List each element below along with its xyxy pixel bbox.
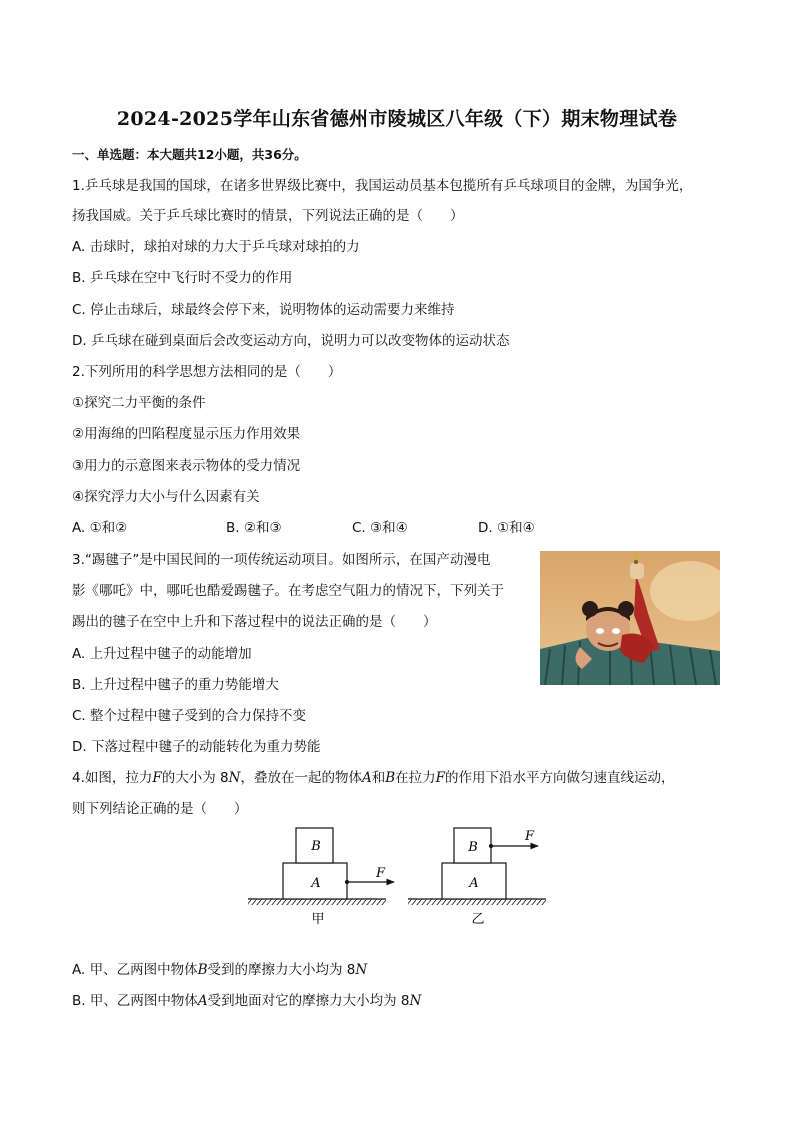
label-b-left: B xyxy=(311,839,321,854)
q2-option-b: B. ②和③ xyxy=(226,520,282,536)
q3-stem-line3: 踢出的毽子在空中上升和下落过程中的说法正确的是（ ） xyxy=(72,614,437,630)
q4-unit-n: N xyxy=(228,770,241,786)
q2-option-a: A. ①和② xyxy=(72,520,128,536)
q2-item-2: ②用海绵的凹陷程度显示压力作用效果 xyxy=(72,426,301,442)
nezha-illustration-svg xyxy=(540,551,720,685)
q4-option-b-part1: B. 甲、乙两图中物体 xyxy=(72,993,198,1009)
section-heading: 一、单选题：本大题共12小题，共36分。 xyxy=(72,147,307,162)
q4-stem-part5: 在拉力 xyxy=(395,770,436,786)
q1-option-d: D. 乒乓球在碰到桌面后会改变运动方向，说明力可以改变物体的运动状态 xyxy=(72,333,510,349)
label-b-right: B xyxy=(468,840,478,855)
diagram-yi xyxy=(408,828,546,927)
q1-stem-line2: 扬我国威。关于乒乓球比赛时的情景，下列说法正确的是（ ） xyxy=(72,208,464,224)
nezha-illustration xyxy=(540,551,720,685)
caption-jia: 甲 xyxy=(311,912,325,927)
q4-option-a-var-b: B xyxy=(197,962,208,978)
caption-yi: 乙 xyxy=(471,912,485,927)
q4-option-b-var-a: A xyxy=(197,993,208,1009)
exam-title: 2024-2025学年山东省德州市陵城区八年级（下）期末物理试卷 xyxy=(116,108,678,130)
label-f-right: F xyxy=(525,829,535,844)
q2-item-1: ①探究二力平衡的条件 xyxy=(72,395,206,411)
label-a-right: A xyxy=(469,876,479,891)
q3-stem-line1: 3.“踢毽子”是中国民间的一项传统运动项目。如图所示，在国产动漫电 xyxy=(72,552,491,568)
q4-stem-line2: 则下列结论正确的是（ ） xyxy=(72,801,248,817)
q1-stem-line1: 1.乒乓球是我国的国球，在诸多世界级比赛中，我国运动员基本包揽所有乒乓球项目的金牌，为国争光， xyxy=(72,178,693,194)
q2-item-4: ④探究浮力大小与什么因素有关 xyxy=(72,489,260,505)
q2-option-c: C. ③和④ xyxy=(352,520,408,536)
q4-option-b xyxy=(72,992,421,1010)
q4-stem-part4: 和 xyxy=(371,770,386,786)
q3-option-b: B. 上升过程中毽子的重力势能增大 xyxy=(72,677,279,693)
label-f-left: F xyxy=(376,866,386,881)
q4-option-a-part1: A. 甲、乙两图中物体 xyxy=(72,962,198,978)
q2-item-3: ③用力的示意图来表示物体的受力情况 xyxy=(72,458,301,474)
q4-stem-part6: 的作用下沿水平方向做匀速直线运动， xyxy=(445,770,675,786)
q4-stem-part2: 的大小为 8 xyxy=(161,770,229,786)
diagram-jia xyxy=(248,828,394,927)
q4-var-b: B xyxy=(385,770,396,786)
q4-var-a: A xyxy=(361,770,372,786)
q4-stem-line1 xyxy=(72,769,675,787)
q4-stem-part3: ，叠放在一起的物体 xyxy=(240,770,362,786)
q4-option-a xyxy=(72,961,367,979)
q4-force-diagram xyxy=(246,822,548,930)
q2-option-d: D. ①和④ xyxy=(478,520,535,536)
q4-option-b-part2: 受到地面对它的摩擦力大小均为 8 xyxy=(207,993,410,1009)
q4-force-diagram-svg xyxy=(246,822,548,930)
q4-option-a-part2: 受到的摩擦力大小均为 8 xyxy=(207,962,356,978)
q4-var-f: F xyxy=(152,770,162,786)
q4-var-f2: F xyxy=(435,770,446,786)
q3-option-a: A. 上升过程中毽子的动能增加 xyxy=(72,646,252,662)
q3-stem-line2: 影《哪吒》中，哪吒也酷爱踢毽子。在考虑空气阻力的情况下，下列关于 xyxy=(72,583,504,599)
q4-stem-part1: 4.如图，拉力 xyxy=(72,770,153,786)
q3-option-d: D. 下落过程中毽子的动能转化为重力势能 xyxy=(72,739,321,755)
q1-option-a: A. 击球时，球拍对球的力大于乒乓球对球拍的力 xyxy=(72,239,360,255)
label-a-left: A xyxy=(311,876,321,891)
q4-option-a-unit: N xyxy=(355,962,368,978)
q2-stem: 2.下列所用的科学思想方法相同的是（ ） xyxy=(72,364,342,380)
q1-option-c: C. 停止击球后，球最终会停下来，说明物体的运动需要力来维持 xyxy=(72,302,455,318)
q1-option-b: B. 乒乓球在空中飞行时不受力的作用 xyxy=(72,270,293,286)
q3-option-c: C. 整个过程中毽子受到的合力保持不变 xyxy=(72,708,307,724)
q4-option-b-unit: N xyxy=(409,993,422,1009)
